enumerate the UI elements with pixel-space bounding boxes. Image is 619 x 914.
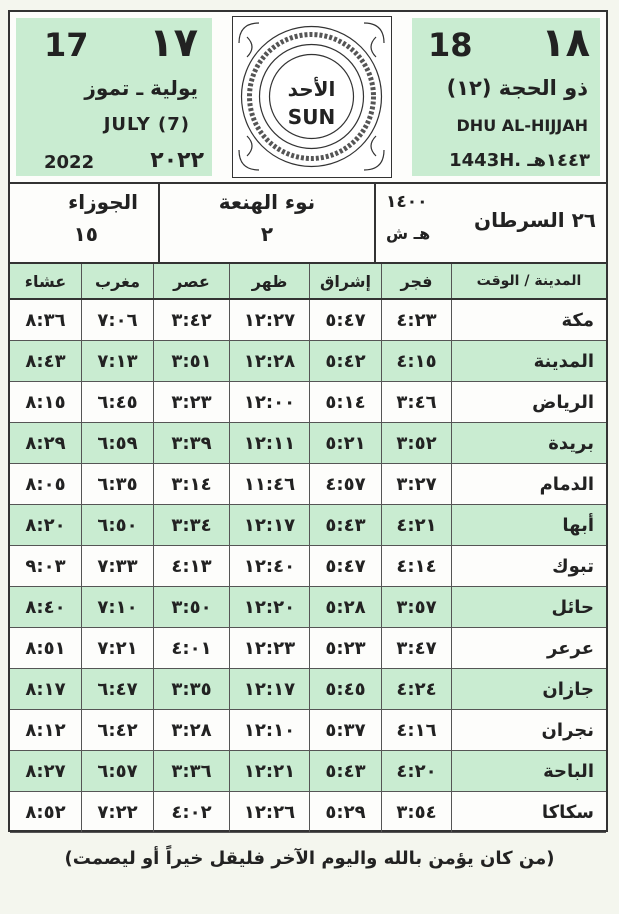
asr-time: ٣:٣٩ [154,423,230,463]
maghrib-time: ٦:٥٧ [82,751,154,791]
shuruq-time: ٥:٤٣ [310,751,382,791]
asr-time: ٤:١٣ [154,546,230,586]
fajr-time: ٣:٥٧ [382,587,452,627]
maghrib-time: ٧:١٠ [82,587,154,627]
city-name: سكاكا [541,801,594,823]
table-row [10,423,606,464]
table-row [10,505,606,546]
table-row [10,546,606,587]
dhuhr-time: ١٢:١٧ [230,669,310,709]
zodiac-day: ١٥ [73,222,98,246]
shuruq-time: ٥:٣٧ [310,710,382,750]
table-row [10,628,606,669]
dhuhr-time: ١٢:١٠ [230,710,310,750]
isha-time: ٨:٢٧ [10,751,82,791]
header-fajr: فجر [382,264,452,298]
date-header [10,12,606,184]
gregorian-day-latin: 17 [44,26,89,64]
maghrib-time: ٦:٥٩ [82,423,154,463]
weekday-arabic: الأحد [287,77,336,101]
table-row [10,710,606,751]
table-row [10,382,606,423]
calendar-page [8,10,608,832]
solar-cell [376,184,606,262]
table-header [10,264,606,300]
header-maghrib: مغرب [82,264,154,298]
shuruq-time: ٥:٤٣ [310,505,382,545]
city-name: عرعر [547,637,594,659]
asr-time: ٣:٢٣ [154,382,230,422]
shuruq-time: ٥:٢٨ [310,587,382,627]
header-dhuhr: ظهر [230,264,310,298]
asr-time: ٣:١٤ [154,464,230,504]
asr-time: ٣:٢٨ [154,710,230,750]
asr-time: ٣:٣٤ [154,505,230,545]
maghrib-time: ٦:٥٠ [82,505,154,545]
asr-time: ٤:٠٢ [154,792,230,832]
dhuhr-time: ١٢:٤٠ [230,546,310,586]
hijri-day-arabic: ١٨ [541,20,590,66]
city-name: جازان [542,678,594,700]
fajr-time: ٤:٢١ [382,505,452,545]
astronomy-info [10,184,606,264]
shuruq-time: ٥:٢٩ [310,792,382,832]
asr-time: ٣:٥٠ [154,587,230,627]
shuruq-time: ٥:٤٧ [310,546,382,586]
naw-cell [160,184,376,262]
table-row [10,792,606,833]
maghrib-time: ٦:٤٥ [82,382,154,422]
table-row [10,751,606,792]
isha-time: ٨:٢٠ [10,505,82,545]
dhuhr-time: ١٢:٢٧ [230,300,310,340]
gregorian-month-english: JULY (7) [103,114,190,135]
isha-time: ٨:٣٦ [10,300,82,340]
city-name: الرياض [532,391,594,413]
city-name: الدمام [539,473,594,495]
asr-time: ٤:٠١ [154,628,230,668]
fajr-time: ٣:٤٦ [382,382,452,422]
solar-date: ٢٦ السرطان [474,208,596,232]
shuruq-time: ٥:٤٢ [310,341,382,381]
fajr-time: ٤:٢٠ [382,751,452,791]
fajr-time: ٤:١٥ [382,341,452,381]
footer-hadith: (من كان يؤمن بالله واليوم الآخر فليقل خيراً أو ليصمت) [64,848,555,869]
solar-unit: هـ ش [386,224,431,243]
isha-time: ٨:٢٩ [10,423,82,463]
dhuhr-time: ١٢:٢٨ [230,341,310,381]
city-name: حائل [551,596,594,618]
dhuhr-time: ١٢:٢٠ [230,587,310,627]
weekday-english: SUN [287,105,336,129]
gregorian-year-arabic: ٢٠٢٢ [150,148,204,173]
isha-time: ٨:٤٣ [10,341,82,381]
asr-time: ٣:٣٥ [154,669,230,709]
hijri-month-arabic: ذو الحجة (١٢) [446,76,588,100]
asr-time: ٣:٣٦ [154,751,230,791]
gregorian-year-latin: 2022 [44,152,95,173]
asr-time: ٣:٤٢ [154,300,230,340]
maghrib-time: ٧:١٣ [82,341,154,381]
zodiac-name: الجوزاء [68,190,138,214]
solar-year: ١٤٠٠ [386,192,428,212]
gregorian-date-box [16,18,212,176]
hijri-month-english: DHU AL-HIJJAH [456,116,588,135]
shuruq-time: ٥:٤٥ [310,669,382,709]
weekday-seal [232,16,392,178]
maghrib-time: ٧:٣٣ [82,546,154,586]
gregorian-month-arabic: يولية ـ تموز [84,76,198,100]
header-asr: عصر [154,264,230,298]
fajr-time: ٣:٥٢ [382,423,452,463]
maghrib-time: ٦:٣٥ [82,464,154,504]
table-row [10,464,606,505]
header-city-time: المدينة / الوقت [476,273,582,289]
maghrib-time: ٦:٤٢ [82,710,154,750]
shuruq-time: ٥:١٤ [310,382,382,422]
city-name: الباحة [543,760,594,782]
isha-time: ٨:٤٠ [10,587,82,627]
city-name: تبوك [552,555,594,577]
header-shuruq: إشراق [310,264,382,298]
table-row [10,587,606,628]
isha-time: ٨:٥١ [10,628,82,668]
table-row [10,669,606,710]
dhuhr-time: ١٢:١٧ [230,505,310,545]
table-row [10,300,606,341]
naw-name: نوء الهنعة [218,190,316,214]
fajr-time: ٣:٥٤ [382,792,452,832]
isha-time: ٩:٠٣ [10,546,82,586]
city-name: أبها [562,514,594,536]
shuruq-time: ٥:٤٧ [310,300,382,340]
header-isha: عشاء [10,264,82,298]
hijri-date-box [412,18,600,176]
table-row [10,341,606,382]
fajr-time: ٣:٢٧ [382,464,452,504]
shuruq-time: ٥:٢٣ [310,628,382,668]
fajr-time: ٣:٤٧ [382,628,452,668]
isha-time: ٨:٠٥ [10,464,82,504]
isha-time: ٨:١٧ [10,669,82,709]
shuruq-time: ٥:٢١ [310,423,382,463]
isha-time: ٨:١٥ [10,382,82,422]
fajr-time: ٤:١٤ [382,546,452,586]
dhuhr-time: ١٢:٢١ [230,751,310,791]
dhuhr-time: ١٢:٢٦ [230,792,310,832]
zodiac-cell [10,184,160,262]
maghrib-time: ٧:٠٦ [82,300,154,340]
isha-time: ٨:١٢ [10,710,82,750]
hijri-year: 1443H. ١٤٤٣هـ [449,150,590,171]
maghrib-time: ٧:٢٢ [82,792,154,832]
asr-time: ٣:٥١ [154,341,230,381]
isha-time: ٨:٥٢ [10,792,82,832]
shuruq-time: ٤:٥٧ [310,464,382,504]
maghrib-time: ٧:٢١ [82,628,154,668]
dhuhr-time: ١٢:٢٣ [230,628,310,668]
hijri-day-latin: 18 [428,26,473,64]
city-name: بريدة [548,432,594,454]
dhuhr-time: ١١:٤٦ [230,464,310,504]
fajr-time: ٤:٢٤ [382,669,452,709]
city-name: نجران [541,719,594,741]
city-name: مكة [561,309,594,331]
city-name: المدينة [533,350,594,372]
dhuhr-time: ١٢:٠٠ [230,382,310,422]
maghrib-time: ٦:٤٧ [82,669,154,709]
naw-day: ٢ [260,222,274,246]
fajr-time: ٤:١٦ [382,710,452,750]
fajr-time: ٤:٢٣ [382,300,452,340]
dhuhr-time: ١٢:١١ [230,423,310,463]
gregorian-day-arabic: ١٧ [149,20,198,66]
